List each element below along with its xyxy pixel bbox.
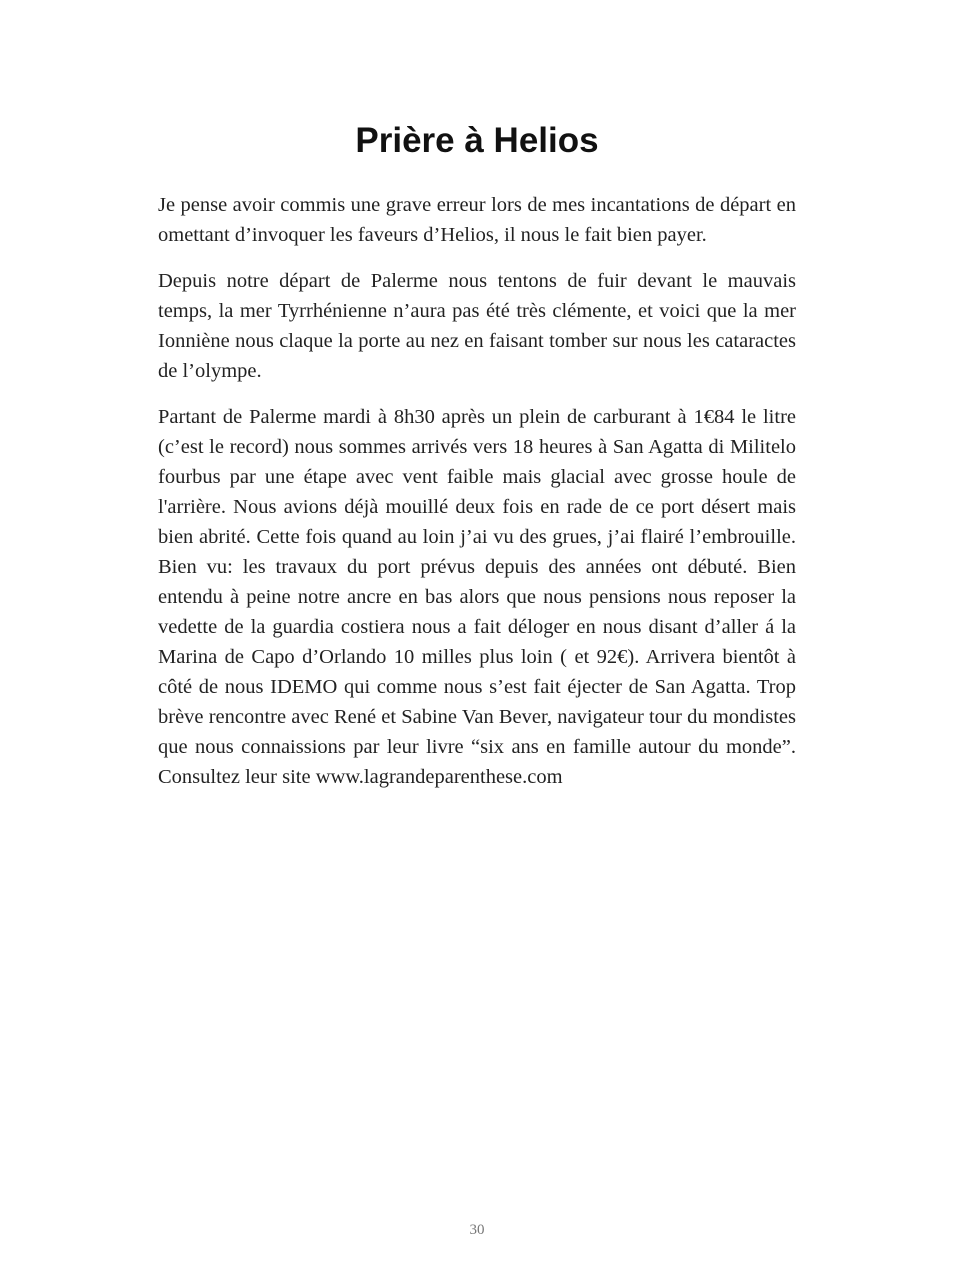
paragraph-1: Je pense avoir commis une grave erreur lors de mes incantations de départ en omettant d’invoquer les faveurs d’Helios, il nous le fait bien payer. xyxy=(158,194,796,246)
paragraph-3: Partant de Palerme mardi à 8h30 après un plein de carburant à 1€84 le litre (c’est le record) nous sommes arrivés vers 18 heures à San Agatta di Militelo fourbus par une étape avec vent faible mais glacial avec grosse houle de l'arrière. Nous avions déjà mouillé deux fois en rade de ce port désert mais bien abrité. Cette fois quand au loin j’ai vu des grues, j’ai flairé l’embrouille. Bien vu: les travaux du port prévus depuis des années ont débuté. Bien entendu à peine notre ancre en bas alors que nous pensions nous reposer la vedette de la guardia costiera nous a fait déloger en nous disant d’aller á la Marina de Capo d’Orlando 10 milles plus loin ( et 92€). Arrivera bientôt à côté de nous IDEMO qui comme nous s’est fait éjecter de San Agatta. Trop brève rencontre avec René et Sabine Van Bever, navigateur tour du mondistes que nous connaissions par leur livre “six ans en famille autour du monde”. Consultez leur site www.lagrandeparenthese.com xyxy=(158,406,796,788)
body-text xyxy=(158,190,796,808)
page-number: 30 xyxy=(469,1222,485,1238)
page-title: Prière à Helios xyxy=(355,121,599,160)
paragraph-2: Depuis notre départ de Palerme nous tentons de fuir devant le mauvais temps, la mer Tyrrhénienne n’aura pas été très clémente, et voici que la mer Ionniène nous claque la porte au nez en faisant tomber sur nous les cataractes de l’olympe. xyxy=(158,270,796,382)
